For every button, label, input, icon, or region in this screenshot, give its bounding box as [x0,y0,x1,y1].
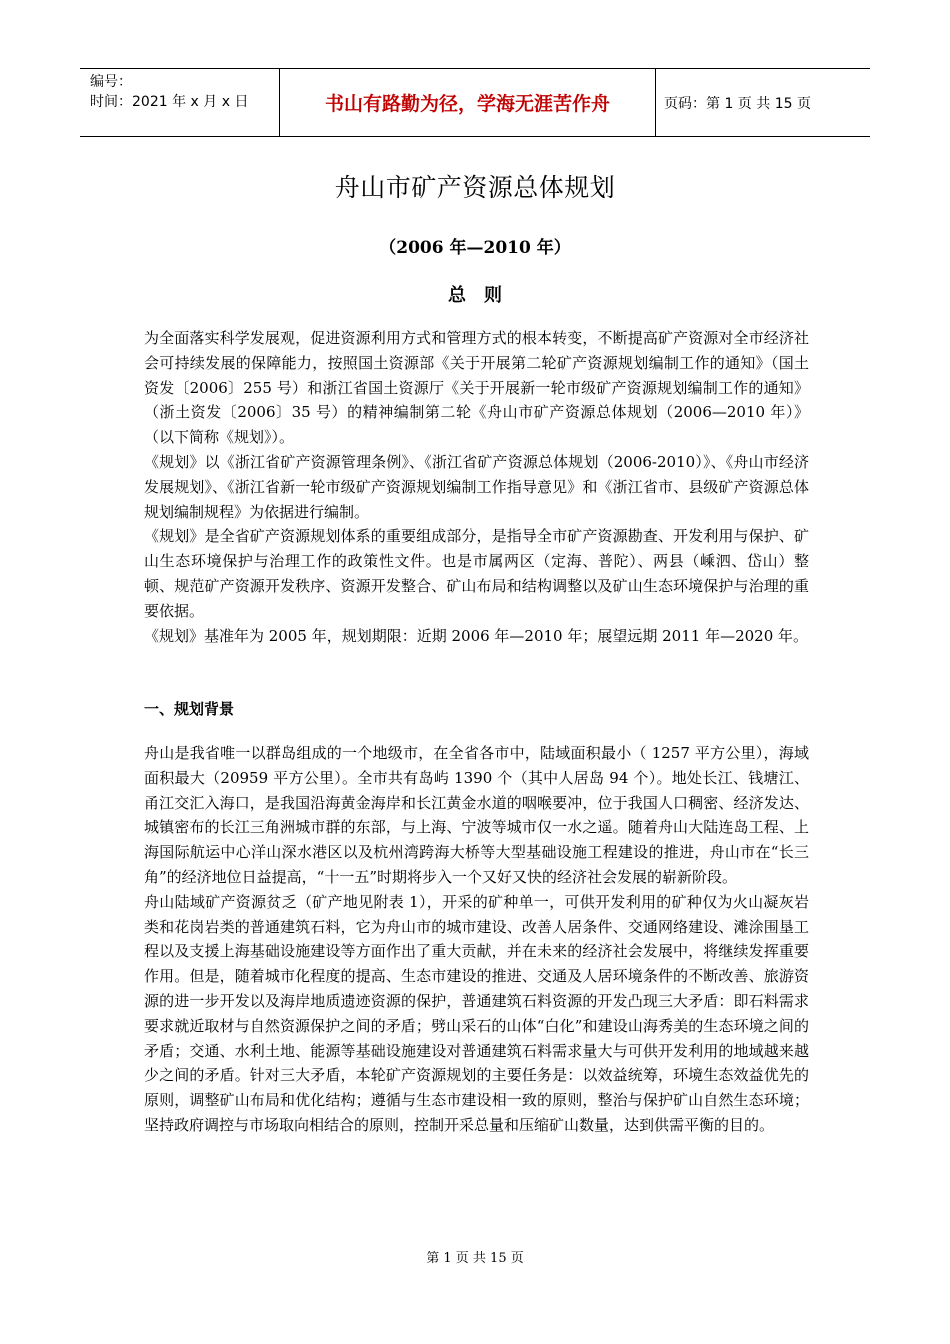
intro-paragraph: 《规划》以《浙江省矿产资源管理条例》、《浙江省矿产资源总体规划（2006-2010）》、《舟山市经济发展规划》、《浙江省新一轮市级矿产资源规划编制工作指导意见》和《浙江省市、县级矿产资源总体规划编制规程》为依据进行编制。 [144,452,809,521]
header-motto: 书山有路勤为径，学海无涯苦作舟 [280,69,656,136]
document-title: 舟山市矿产资源总体规划 [334,173,616,202]
doc-number-label: 编号： [90,74,132,90]
section-heading-background: 一、规划背景 [144,700,235,718]
intro-paragraph: 《规划》是全省矿产资源规划体系的重要组成部分，是指导全市矿产资源勘查、开发利用与保护、矿山生态环境保护与治理工作的政策性文件。也是市属两区（定海、普陀）、两县（嵊泗、岱山）整顿、规范矿产资源开发秩序、资源开发整合、矿山布局和结构调整以及矿山生态环境保护与治理的重要依据。 [144,527,809,620]
header-page-info: 页码：第 1 页 共 15 页 [664,95,811,112]
header-meta [80,69,280,136]
intro-paragraph: 为全面落实科学发展观，促进资源利用方式和管理方式的根本转变，不断提高矿产资源对全市经济社会可持续发展的保障能力，按照国土资源部《关于开展第二轮矿产资源规划编制工作的通知》（国土资发〔2006〕255 号）和浙江省国土资源厅《关于开展新一轮市级矿产资源规划编制工作的通知》（浙土资发〔2006〕35 号）的精神编制第二轮《舟山市矿产资源总体规划（2006—2010 年）》（以下简称《规划》）。 [144,329,809,447]
general-heading: 总则 [448,285,520,306]
intro-section [144,326,809,648]
document-period: （2006 年—2010 年） [379,238,571,258]
doc-time-label: 时间：2021 年 x 月 x 日 [90,94,249,110]
page-header [80,68,870,137]
background-paragraph: 舟山是我省唯一以群岛组成的一个地级市，在全省各市中，陆域面积最小（ 1257 平方公里），海域面积最大（20959 平方公里）。全市共有岛屿 1390 个（其中人居岛 94 个）。地处长江、钱塘江、甬江交汇入海口，是我国沿海黄金海岸和长江黄金水道的咽喉要冲，位于我国人口稠密、经济发达、城镇密布的长江三角洲城市群的东部，与上海、宁波等城市仅一水之遥。随着舟山大陆连岛工程、上海国际航运中心洋山深水港区以及杭州湾跨海大桥等大型基础设施工程建设的推进，舟山市在“长三角”的经济地位日益提高，“十一五”时期将步入一个又好又快的经济社会发展的崭新阶段。 [144,744,809,886]
background-paragraph: 舟山陆域矿产资源贫乏（矿产地见附表 1），开采的矿种单一，可供开发利用的矿种仅为火山凝灰岩类和花岗岩类的普通建筑石料，它为舟山市的城市建设、改善人居条件、交通网络建设、滩涂围垦工程以及支援上海基础设施建设等方面作出了重大贡献，并在未来的经济社会发展中，将继续发挥重要作用。但是，随着城市化程度的提高、生态市建设的推进、交通及人居环境条件的不断改善、旅游资源的进一步开发以及海岸地质遗迹资源的保护，普通建筑石料资源的开发凸现三大矛盾：即石料需求要求就近取材与自然资源保护之间的矛盾；劈山采石的山体“白化”和建设山海秀美的生态环境之间的矛盾；交通、水利土地、能源等基础设施建设对普通建筑石料需求量大与可供开发利用的地域越来越少之间的矛盾。针对三大矛盾，本轮矿产资源规划的主要任务是：以效益统筹，环境生态效益优先的原则，调整矿山布局和优化结构；遵循与生态市建设相一致的原则，整治与保护矿山自然生态环境；坚持政府调控与市场取向相结合的原则，控制开采总量和压缩矿山数量，达到供需平衡的目的。 [144,892,809,1134]
intro-paragraph: 《规划》基准年为 2005 年，规划期限：近期 2006 年—2010 年；展望远期 2011 年—2020 年。 [144,626,809,645]
page-footer: 第 1 页 共 15 页 [426,1251,524,1266]
background-section [144,741,809,1138]
